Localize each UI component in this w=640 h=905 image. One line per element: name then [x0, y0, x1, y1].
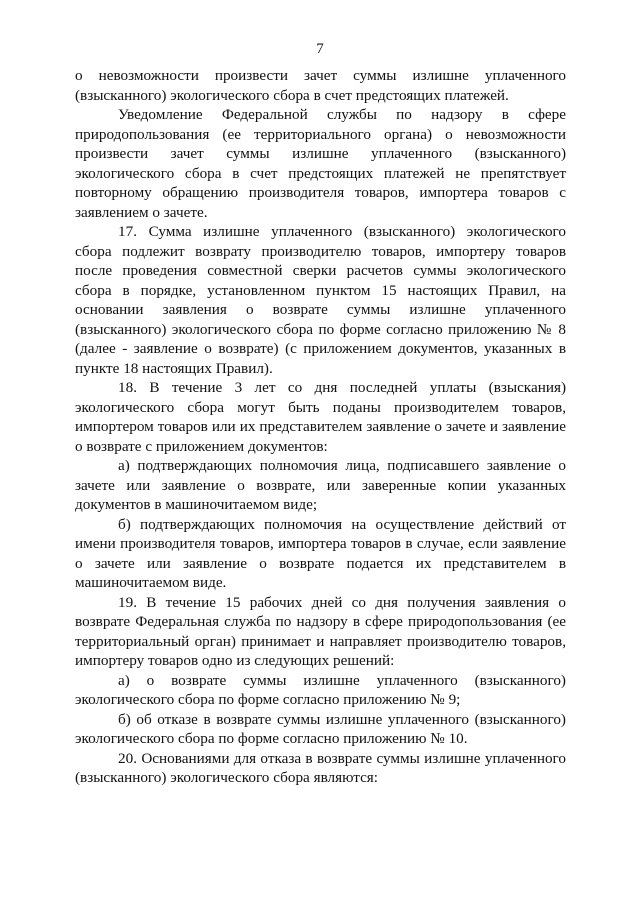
- paragraph-clause-18-a: а) подтверждающих полномочия лица, подписавшего заявление о зачете или заявление о возврате, или заверенные копии указанных документов в машиночитаемом виде;: [75, 457, 566, 513]
- paragraph-clause-20: 20. Основаниями для отказа в возврате суммы излишне уплаченного (взысканного) экологического сбора являются:: [75, 749, 566, 786]
- paragraph-clause-19-b: б) об отказе в возврате суммы излишне уплаченного (взысканного) экологического сбора по форме согласно приложению № 10.: [75, 710, 566, 747]
- paragraph-clause-19: 19. В течение 15 рабочих дней со дня получения заявления о возврате Федеральная служба по надзору в сфере природопользования (ее территориальный орган) принимает и направляет производителю товаров, импортеру товаров одно из следующих решений:: [75, 593, 566, 669]
- paragraph-clause-18: 18. В течение 3 лет со дня последней уплаты (взыскания) экологического сбора могут быть поданы производителем товаров, импортером товаров или их представителем заявление о зачете и заявление о возврате с приложением документов:: [75, 379, 566, 455]
- document-body: [75, 66, 566, 788]
- paragraph-continuation: о невозможности произвести зачет суммы излишне уплаченного (взысканного) экологического сбора в счет предстоящих платежей.: [75, 67, 566, 104]
- paragraph-clause-17: 17. Сумма излишне уплаченного (взысканного) экологического сбора подлежит возврату производителю товаров, импортеру товаров после проведения совместной сверки расчетов суммы экологического сбора в порядке, установленном пунктом 15 настоящих Правил, на основании заявления о возврате суммы излишне уплаченного (взысканного) экологического сбора по форме согласно приложению № 8 (далее - заявление о возврате) (с приложением документов, указанных в пункте 18 настоящих Правил).: [75, 223, 566, 377]
- paragraph-clause-19-a: а) о возврате суммы излишне уплаченного (взысканного) экологического сбора по форме согласно приложению № 9;: [75, 671, 566, 708]
- paragraph-clause-18-b: б) подтверждающих полномочия на осуществление действий от имени производителя товаров, импортера товаров в случае, если заявление о зачете или заявление о возврате подается их представителем в машиночитаемом виде.: [75, 515, 566, 591]
- page-number: 7: [316, 41, 324, 57]
- paragraph-notification: Уведомление Федеральной службы по надзору в сфере природопользования (ее территориального органа) о невозможности произвести зачет суммы излишне уплаченного (взысканного) экологического сбора в счет предстоящих платежей не препятствует повторному обращению производителя товаров, импортера товаров с заявлением о зачете.: [75, 106, 566, 221]
